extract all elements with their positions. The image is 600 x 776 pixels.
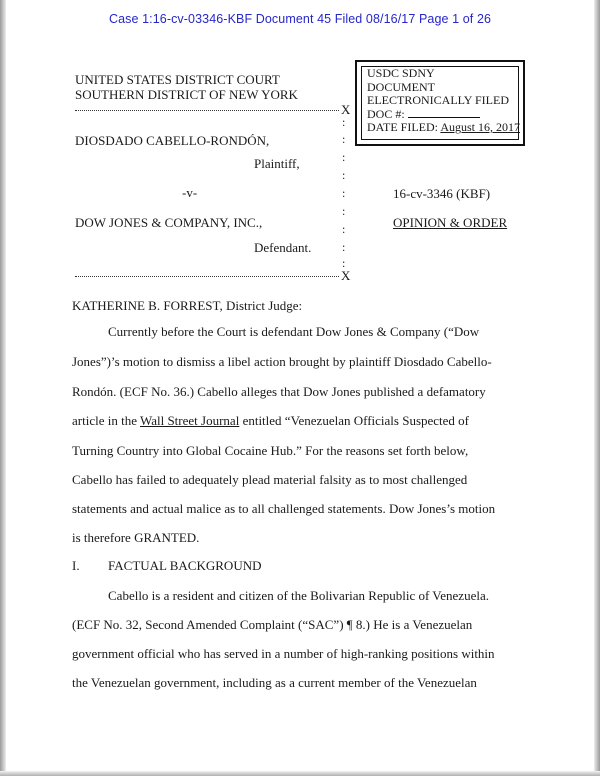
caption-colon: : xyxy=(342,256,346,270)
stamp-date-value: August 16, 2017 xyxy=(440,120,521,134)
caption-colon: : xyxy=(342,240,346,254)
stamp-date-filed xyxy=(367,120,521,135)
section-title: FACTUAL BACKGROUND xyxy=(108,558,262,573)
caption-colon: : xyxy=(342,150,346,164)
body-text: entitled “Venezuelan Officials Suspected of xyxy=(239,413,470,428)
body-line: is therefore GRANTED. xyxy=(72,530,200,545)
page-right-shadow xyxy=(594,0,600,776)
page-left-shadow xyxy=(0,0,6,776)
usdc-filing-stamp xyxy=(355,60,525,146)
caption-top-rule xyxy=(75,110,339,111)
body-line: Turning Country into Global Cocaine Hub.” For the reasons set forth below, xyxy=(72,443,469,458)
caption-colon: : xyxy=(342,168,346,182)
defendant-role: Defendant. xyxy=(254,240,312,255)
stamp-line-electronically-filed: ELECTRONICALLY FILED xyxy=(367,93,510,107)
stamp-date-label: DATE FILED: xyxy=(367,120,438,134)
body-line: Rondón. (ECF No. 36.) Cabello alleges that Dow Jones published a defamatory xyxy=(72,384,486,399)
body-line: Cabello is a resident and citizen of the Bolivarian Republic of Venezuela. xyxy=(108,588,489,603)
stamp-doc-label: DOC #: xyxy=(367,106,405,121)
body-line: (ECF No. 32, Second Amended Complaint (“SAC”) ¶ 8.) He is a Venezuelan xyxy=(72,617,473,632)
caption-colon: : xyxy=(342,186,346,200)
body-line xyxy=(72,413,469,429)
page-bottom-shadow xyxy=(0,771,600,776)
stamp-line-usdc: USDC SDNY xyxy=(367,66,435,80)
caption-top-x: X xyxy=(341,102,351,117)
case-header-line: Case 1:16-cv-03346-KBF Document 45 Filed 08/16/17 Page 1 of 26 xyxy=(108,12,492,26)
body-line: Jones”)’s motion to dismiss a libel action brought by plaintiff Diosdado Cabello- xyxy=(72,354,492,369)
caption-colon: : xyxy=(342,115,346,129)
body-line: government official who has served in a number of high-ranking positions within xyxy=(72,646,495,661)
caption-bottom-x: X xyxy=(341,268,351,283)
caption-colon: : xyxy=(342,132,346,146)
section-number: I. xyxy=(72,558,80,573)
body-line: Cabello has failed to adequately plead material falsity as to most challenged xyxy=(72,472,468,487)
caption-colon: : xyxy=(342,204,346,218)
stamp-doc-number xyxy=(367,108,518,122)
body-text: article in the xyxy=(72,413,140,428)
body-line: Currently before the Court is defendant Dow Jones & Company (“Dow xyxy=(108,324,480,339)
body-line: statements and actual malice as to all challenged statements. Dow Jones’s motion xyxy=(72,501,496,516)
publication-title: Wall Street Journal xyxy=(139,413,240,428)
document-type: OPINION & ORDER xyxy=(393,215,508,230)
caption-colon: : xyxy=(342,222,346,236)
plaintiff-role: Plaintiff, xyxy=(254,156,300,171)
court-name-line2: SOUTHERN DISTRICT OF NEW YORK xyxy=(75,87,298,102)
court-name-line1: UNITED STATES DISTRICT COURT xyxy=(75,72,280,87)
case-number: 16-cv-3346 (KBF) xyxy=(393,186,491,201)
defendant-name: DOW JONES & COMPANY, INC., xyxy=(75,215,263,230)
caption-bottom-rule xyxy=(75,276,339,277)
plaintiff-name: DIOSDADO CABELLO-RONDÓN, xyxy=(75,133,270,148)
body-line: the Venezuelan government, including as a current member of the Venezuelan xyxy=(72,675,477,690)
stamp-line-document: DOCUMENT xyxy=(367,79,435,94)
versus: -v- xyxy=(182,185,198,200)
stamp-doc-blank xyxy=(408,108,480,118)
judge-line: KATHERINE B. FORREST, District Judge: xyxy=(72,298,303,313)
